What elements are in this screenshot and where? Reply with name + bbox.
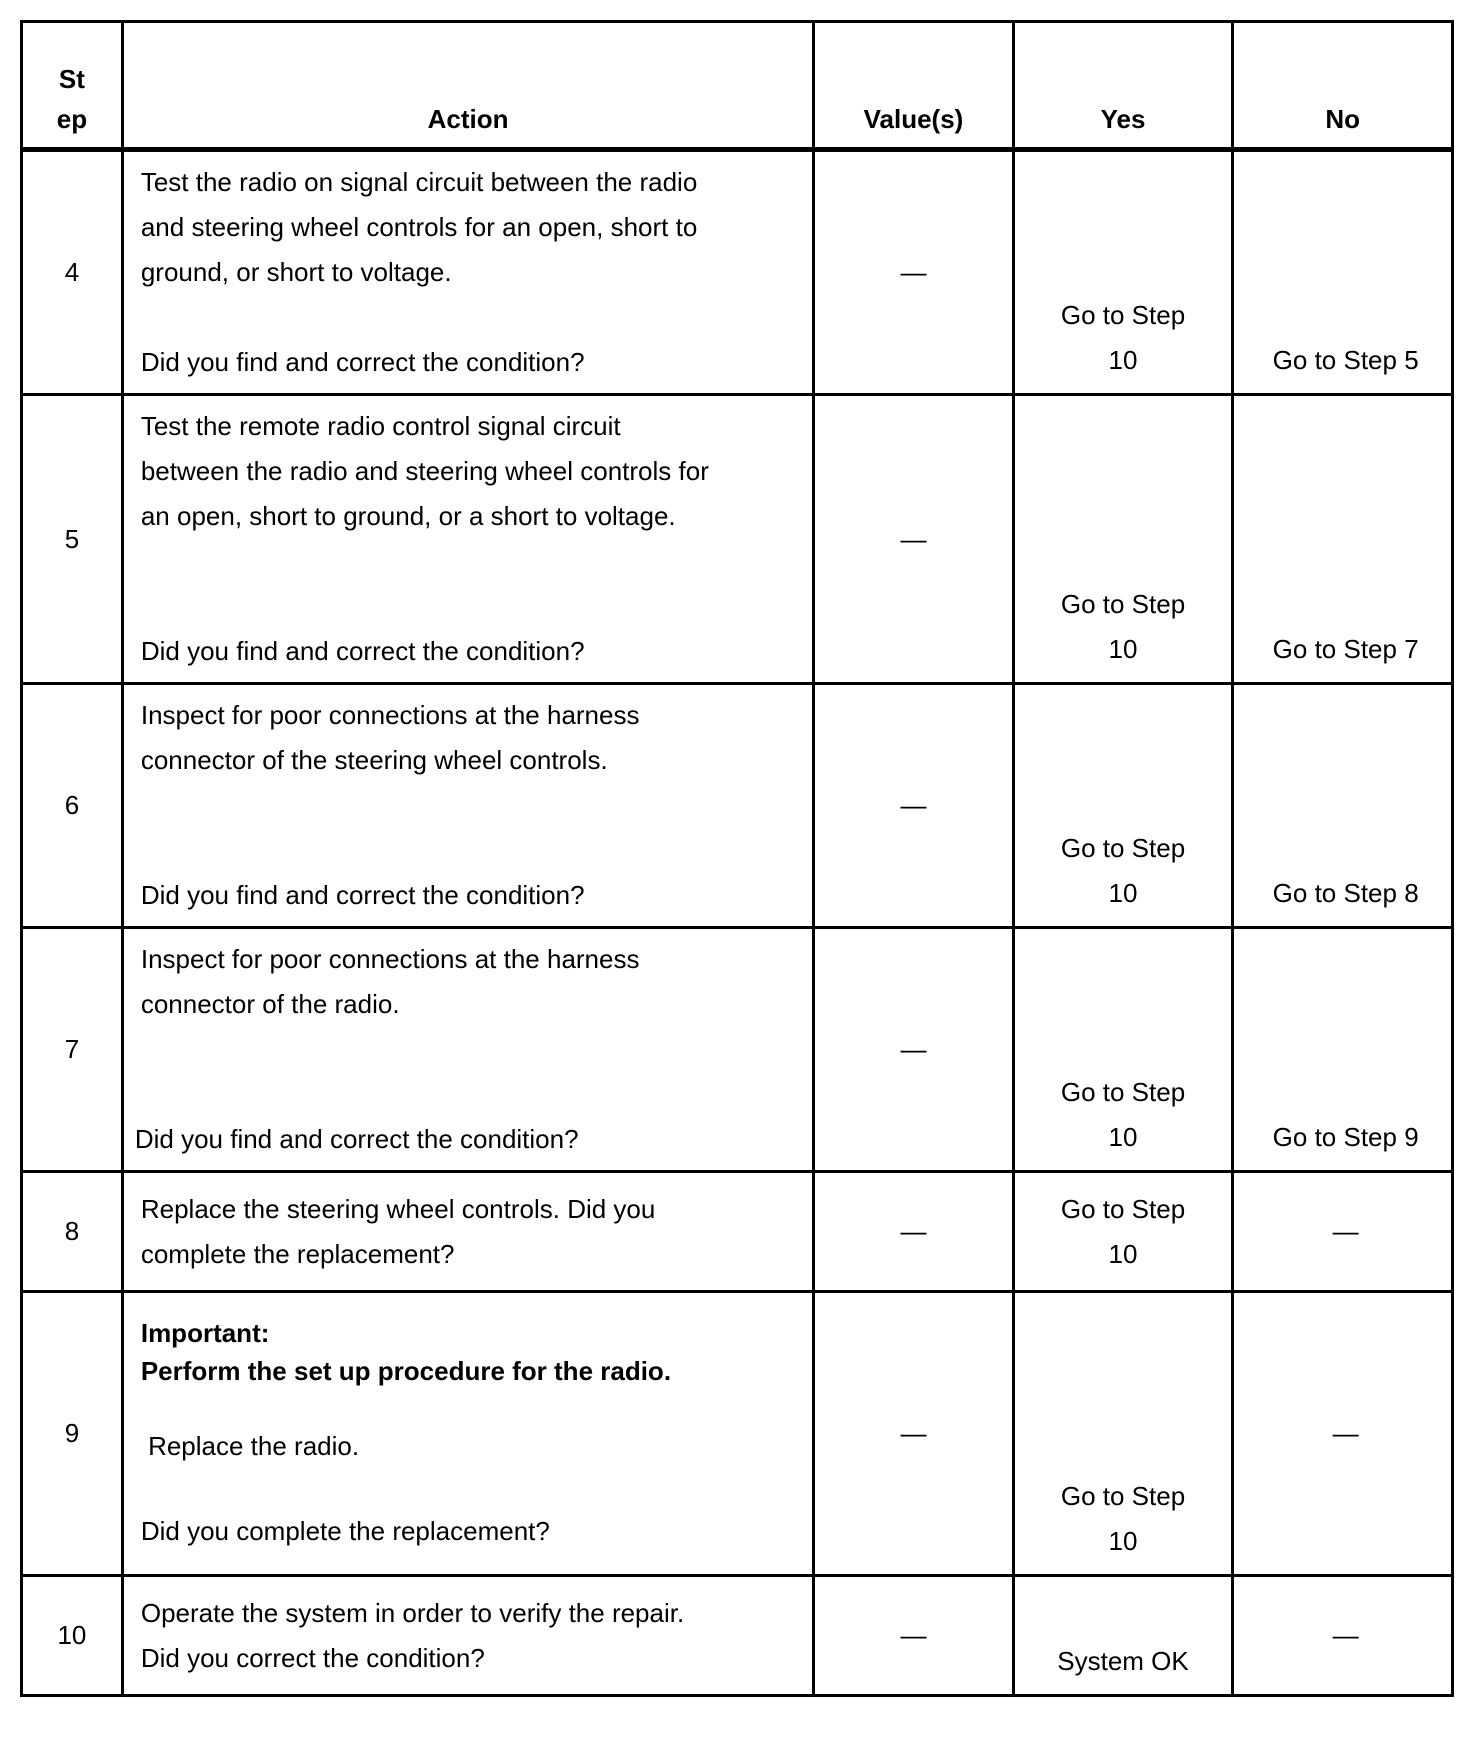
header-values: Value(s) [814, 22, 1013, 150]
action-question: Did you find and correct the condition? [140, 636, 585, 666]
diagnostic-table [20, 20, 1454, 1697]
action-line: ground, or short to voltage. [140, 257, 452, 287]
yes-cell [1013, 1172, 1233, 1292]
table-row [22, 684, 1453, 928]
action-line: Replace the radio. [140, 1430, 360, 1461]
action-question: Did you complete the replacement? [140, 1515, 550, 1546]
table-row [22, 395, 1453, 684]
action-cell [122, 1576, 813, 1696]
yes-line1: Go to Step [1060, 833, 1186, 863]
header-step-line1: St [58, 64, 85, 94]
yes-cell [1013, 395, 1233, 684]
action-line: connector of the steering wheel controls. [140, 745, 608, 775]
table-row [22, 1172, 1453, 1292]
header-action: Action [122, 22, 813, 150]
yes-line1: Go to Step [1060, 1193, 1186, 1224]
yes-line2: 10 [1108, 1238, 1138, 1269]
value-cell: — [814, 1292, 1013, 1576]
step-number: 10 [22, 1576, 123, 1696]
value-cell: — [814, 395, 1013, 684]
header-no: No [1233, 22, 1453, 150]
action-cell [122, 1172, 813, 1292]
step-number: 8 [22, 1172, 123, 1292]
no-cell: Go to Step 8 [1233, 684, 1453, 928]
value-cell: — [814, 1576, 1013, 1696]
no-cell: Go to Step 5 [1233, 150, 1453, 395]
action-line: Did you correct the condition? [140, 1642, 485, 1673]
yes-line1: Go to Step [1060, 1481, 1186, 1511]
yes-cell [1013, 1292, 1233, 1576]
action-cell [122, 1292, 813, 1576]
yes-line2: 10 [1108, 345, 1138, 375]
yes-line1: Go to Step [1060, 589, 1186, 619]
no-cell: Go to Step 7 [1233, 395, 1453, 684]
action-line: Inspect for poor connections at the harness [140, 944, 640, 974]
action-line: Test the radio on signal circuit between the radio [140, 167, 698, 197]
value-cell: — [814, 928, 1013, 1172]
value-cell: — [814, 150, 1013, 395]
table-row [22, 150, 1453, 395]
action-line: connector of the radio. [140, 989, 400, 1019]
yes-cell [1013, 928, 1233, 1172]
action-line: and steering wheel controls for an open, short to [140, 212, 698, 242]
yes-line2: 10 [1108, 634, 1138, 664]
value-cell: — [814, 684, 1013, 928]
yes-cell [1013, 150, 1233, 395]
yes-line2: 10 [1108, 1526, 1138, 1556]
important-text: Perform the set up procedure for the radio. [140, 1355, 672, 1386]
action-question: Did you find and correct the condition? [134, 1124, 579, 1154]
table-row [22, 928, 1453, 1172]
action-question: Did you find and correct the condition? [140, 880, 585, 910]
header-step-line2: ep [56, 104, 88, 134]
action-question: Did you find and correct the condition? [140, 347, 585, 377]
step-number: 5 [22, 395, 123, 684]
action-line: Inspect for poor connections at the harness [140, 700, 640, 730]
action-line: Replace the steering wheel controls. Did you [140, 1193, 656, 1224]
table-row [22, 1292, 1453, 1576]
yes-cell [1013, 1576, 1233, 1696]
action-cell [122, 684, 813, 928]
step-number: 6 [22, 684, 123, 928]
yes-line1: Go to Step [1060, 300, 1186, 330]
yes-line2: 10 [1108, 878, 1138, 908]
important-label: Important: [140, 1317, 270, 1348]
action-cell [122, 928, 813, 1172]
no-cell: Go to Step 9 [1233, 928, 1453, 1172]
step-number: 7 [22, 928, 123, 1172]
action-cell [122, 150, 813, 395]
yes-line1: Go to Step [1060, 1077, 1186, 1107]
header-yes: Yes [1013, 22, 1233, 150]
action-line: Operate the system in order to verify the repair. [140, 1597, 685, 1628]
no-cell: — [1233, 1172, 1453, 1292]
yes-cell [1013, 684, 1233, 928]
value-cell: — [814, 1172, 1013, 1292]
no-cell: — [1233, 1292, 1453, 1576]
action-line: Test the remote radio control signal circuit [140, 411, 621, 441]
yes-line1: System OK [1057, 1646, 1189, 1676]
action-line: complete the replacement? [140, 1238, 455, 1269]
action-cell [122, 395, 813, 684]
action-line: between the radio and steering wheel controls for [140, 456, 709, 486]
header-step [22, 22, 123, 150]
step-number: 9 [22, 1292, 123, 1576]
no-cell: — [1233, 1576, 1453, 1696]
header-row [22, 22, 1453, 150]
step-number: 4 [22, 150, 123, 395]
yes-line2: 10 [1108, 1122, 1138, 1152]
action-line: an open, short to ground, or a short to voltage. [140, 501, 676, 531]
table-row [22, 1576, 1453, 1696]
